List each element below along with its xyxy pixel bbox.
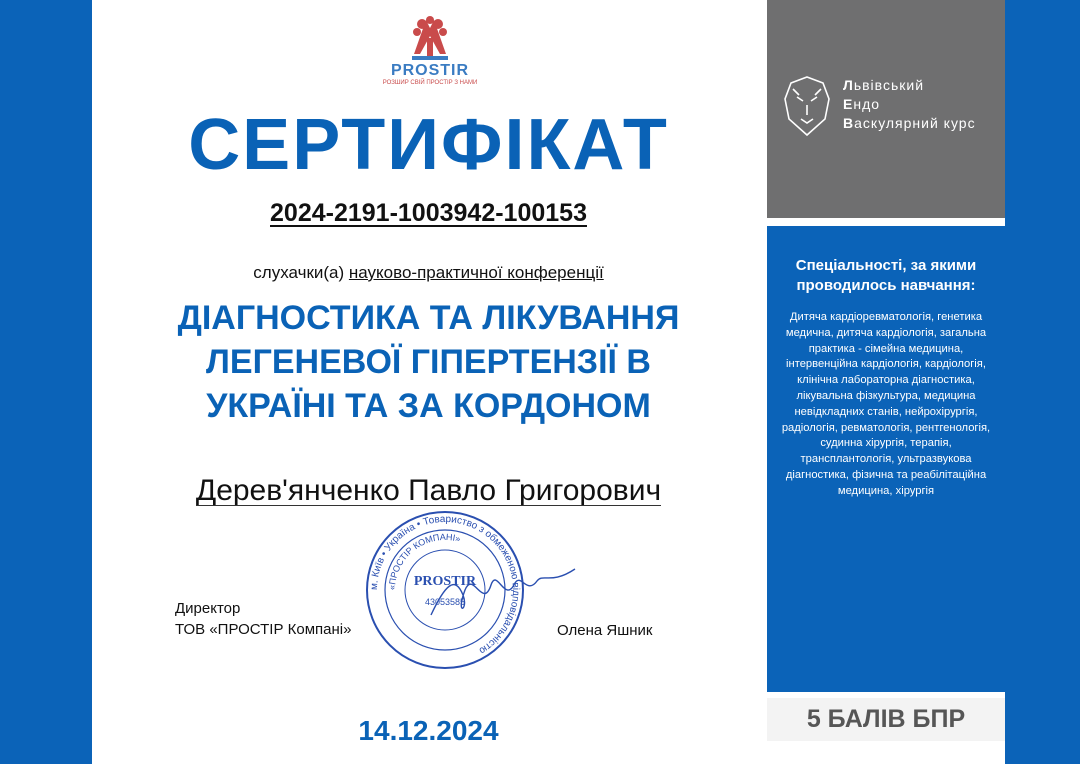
stamp-inner-text: «ПРОСТІР КОМПАНІ» [386,531,462,591]
tree-logo-icon [370,14,490,64]
participant-role-prefix: слухачки(а) [253,263,349,282]
lion-head-icon [783,75,831,137]
director-block [175,598,351,640]
certificate-number [92,196,765,230]
participant-role [92,262,765,284]
director-title: Директор [175,600,241,617]
course-name-line: Ендо [843,96,881,112]
specialties-heading: Спеціальності, за якими проводилось навчання: [795,257,977,294]
conference-title-line: ЛЕГЕНЕВОЇ ГІПЕРТЕНЗІЇ В [206,343,651,381]
stamp-code: 43053585 [424,597,466,607]
specialties-list: Дитяча кардіоревматологія, генетика медична, дитяча кардіологія, загальна практика - сімейна медицина, інтервенційна кардіологія, кардіологія, клінічна лабораторна діагностика, лікувальна фізкультура, медицина невідкладних станів, нейрохірургія, радіологія, ревматологія, рентгенологія, судинна хірургія, терапія, трансплантологія, ультразвукова діагностика, фізична та реабілітаційна медицина, хірургія [781,311,991,497]
certificate-number-value: 2024-2191-1003942-100153 [270,199,587,227]
certificate-title: СЕРТИФІКАТ [188,105,669,185]
stamp-ring-text: м. Київ • Україна • Товариство з обмеженою відповідальністю [368,513,522,657]
stamp-center-text: PROSTIR [413,574,477,589]
course-name-line: Васкулярний курс [843,115,976,131]
logo-tagline: РОЗШИР СВІЙ ПРОСТІР З НАМИ [382,80,478,86]
director-company: ТОВ «ПРОСТІР Компані» [175,621,352,638]
recipient-name: Дерев'янченко Павло Григорович [195,474,662,507]
prostir-logo [370,14,490,86]
issue-date: 14.12.2024 [358,715,499,746]
course-name [843,76,976,133]
left-blue-band [0,0,92,764]
conference-title-line: ДІАГНОСТИКА ТА ЛІКУВАННЯ [177,299,680,337]
event-type: науково-практичної конференції [348,263,604,282]
handwritten-signature [425,555,585,630]
course-name-line: Львівський [843,77,925,93]
right-blue-band [1005,0,1080,764]
conference-title-line: УКРАЇНІ ТА ЗА КОРДОНОМ [206,387,651,425]
points-label: 5 БАЛІВ БПР [806,705,966,733]
signer-name: Олена Яшник [557,622,653,639]
conference-title [92,296,765,428]
logo-wordmark: PROSTIR [390,62,470,79]
